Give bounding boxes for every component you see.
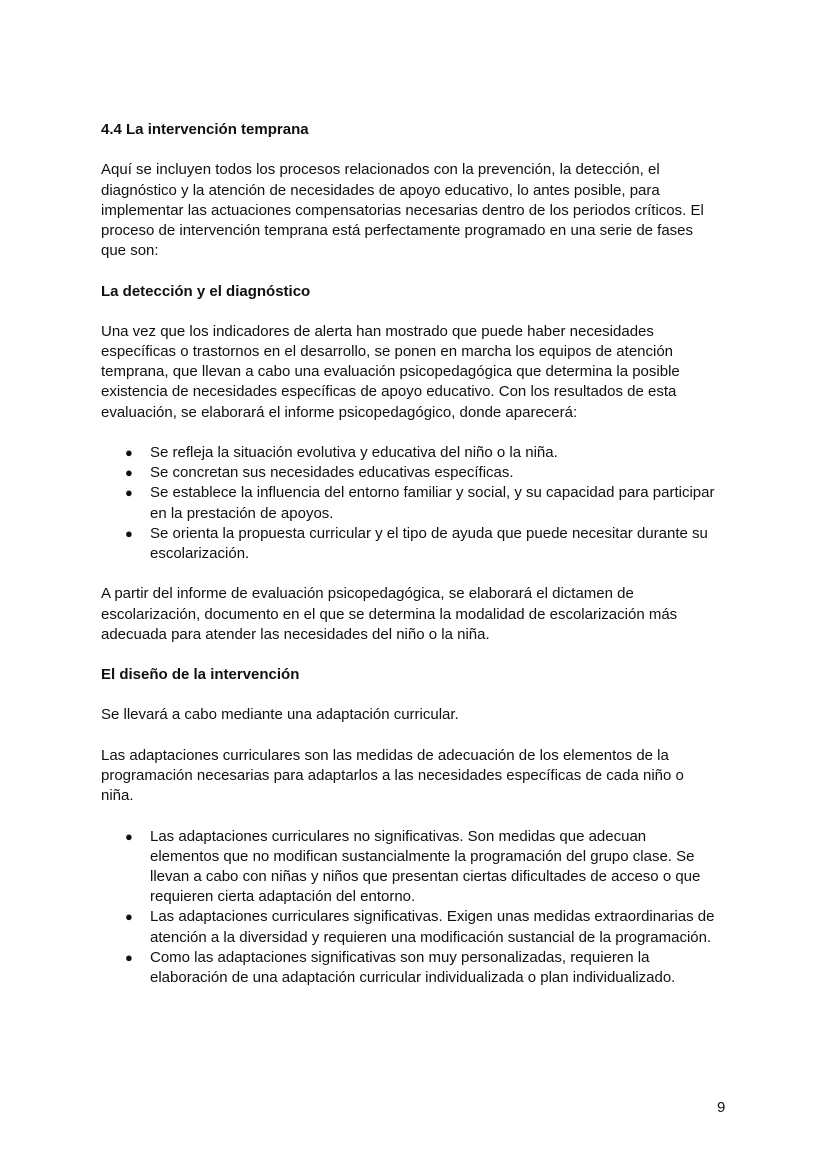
bullet-icon: ● <box>125 949 133 965</box>
bullet-list <box>101 827 741 989</box>
text-line: adecuada para atender las necesidades del niño o la niña. <box>101 625 490 643</box>
list-item <box>101 827 741 908</box>
text-line: niña. <box>101 787 134 805</box>
text-line: A partir del informe de evaluación psicopedagógica, se elaborará el dictamen de <box>101 585 634 603</box>
text-line: Las adaptaciones curriculares significativas. Exigen unas medidas extraordinarias de <box>150 908 715 926</box>
text-line: Aquí se incluyen todos los procesos relacionados con la prevención, la detección, el <box>101 161 660 179</box>
subheading-design: El diseño de la intervención <box>101 666 300 684</box>
paragraph <box>101 160 741 261</box>
text-line: diagnóstico y la atención de necesidades de apoyo educativo, lo antes posible, para <box>101 181 660 199</box>
text-line: específicas o trastornos en el desarrollo, se ponen en marcha los equipos de atención <box>101 343 674 361</box>
text-line: escolarización, documento en el que se determina la modalidad de escolarización más <box>101 605 678 623</box>
text-line: llevan a cabo con niñas y niños que presentan ciertas dificultades de acceso o que <box>150 867 701 885</box>
text-line: en la prestación de apoyos. <box>150 504 334 522</box>
text-line: Se concretan sus necesidades educativas específicas. <box>150 464 514 482</box>
text-line: Las adaptaciones curriculares no significativas. Son medidas que adecuan <box>150 827 647 845</box>
paragraph <box>101 746 741 807</box>
text-line: atención a la diversidad y requieren una modificación sustancial de la programación. <box>150 928 712 946</box>
bullet-icon: ● <box>125 485 133 501</box>
list-item <box>101 483 741 523</box>
section-heading: 4.4 La intervención temprana <box>101 121 309 138</box>
text-line: escolarización. <box>150 544 250 562</box>
text-line: existencia de necesidades específicas de apoyo educativo. Con los resultados de esta <box>101 383 677 401</box>
text-line: que son: <box>101 242 159 260</box>
text-line: Una vez que los indicadores de alerta han mostrado que puede haber necesidades <box>101 322 654 340</box>
paragraph <box>101 584 741 645</box>
list-item <box>101 524 741 564</box>
text-line: Se refleja la situación evolutiva y educativa del niño o la niña. <box>150 444 558 461</box>
text-line: implementar las actuaciones compensatorias necesarias dentro de los periodos críticos. El <box>101 201 704 219</box>
bullet-icon: ● <box>125 465 133 481</box>
subheading-detection: La detección y el diagnóstico <box>101 282 311 300</box>
text-line: requieren cierta adaptación del entorno. <box>150 888 416 906</box>
list-item <box>101 948 741 988</box>
text-line: elaboración de una adaptación curricular individualizada o plan individualizado. <box>150 968 676 986</box>
list-item <box>101 907 741 947</box>
list-item <box>101 443 741 463</box>
bullet-icon: ● <box>125 909 133 925</box>
text-line: Las adaptaciones curriculares son las medidas de adecuación de los elementos de la <box>101 746 669 764</box>
bullet-list <box>101 443 741 564</box>
text-line: programación necesarias para adaptarlos a las necesidades específicas de cada niño o <box>101 767 684 784</box>
list-item <box>101 463 741 483</box>
text-line: proceso de intervención temprana está perfectamente programado en una serie de fases <box>101 221 694 239</box>
text-line: temprana, que llevan a cabo una evaluación psicopedagógica que determina la posible <box>101 363 680 381</box>
paragraph <box>101 705 741 725</box>
bullet-icon: ● <box>125 525 133 541</box>
page-content <box>101 120 741 988</box>
bullet-icon: ● <box>125 445 133 460</box>
page-number: 9 <box>717 1099 726 1116</box>
text-line: evaluación, se elaborará el informe psicopedagógico, donde aparecerá: <box>101 403 578 421</box>
text-line: Se orienta la propuesta curricular y el tipo de ayuda que puede necesitar durante su <box>150 524 708 542</box>
paragraph <box>101 322 741 423</box>
text-line: Como las adaptaciones significativas son muy personalizadas, requieren la <box>150 948 650 966</box>
bullet-icon: ● <box>125 828 133 844</box>
text-line: Se llevará a cabo mediante una adaptación curricular. <box>101 706 459 724</box>
text-line: elementos que no modifican sustancialmente la programación del grupo clase. Se <box>150 847 695 865</box>
text-line: Se establece la influencia del entorno familiar y social, y su capacidad para participar <box>150 484 715 502</box>
